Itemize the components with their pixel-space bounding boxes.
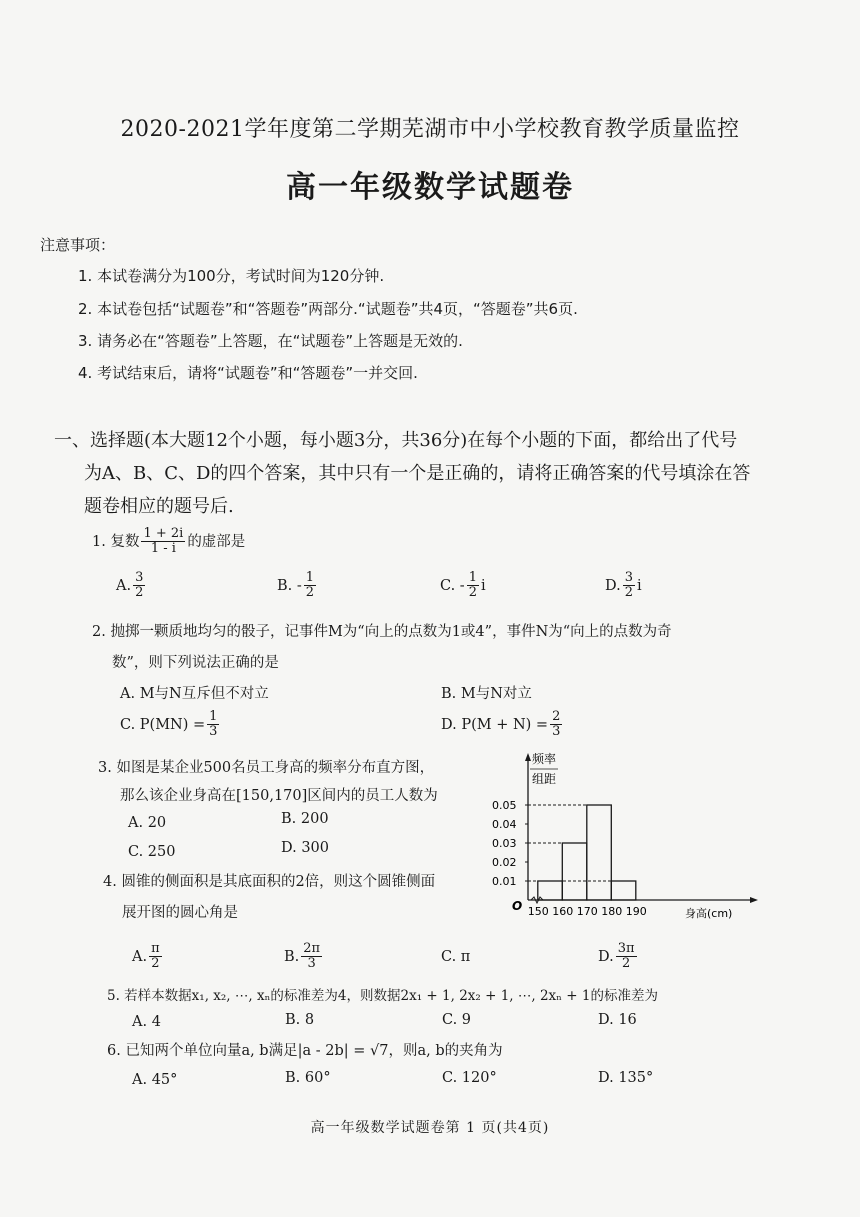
q1-a-den: 2 xyxy=(135,585,144,601)
q2-d-den: 3 xyxy=(552,724,561,740)
q1-c-den: 2 xyxy=(468,585,477,601)
y-tick-label: 0.04 xyxy=(492,818,517,831)
y-tick-label: 0.02 xyxy=(492,856,517,869)
x-tick-label: 160 xyxy=(552,905,574,918)
page-footer: 高一年级数学试题卷第 1 页(共4页) xyxy=(310,1120,550,1136)
q2-line2: 数”，则下列说法正确的是 xyxy=(112,655,279,671)
q2-option-d xyxy=(441,710,564,740)
q2-option-c xyxy=(120,710,221,740)
q2-option-b: B. M与N对立 xyxy=(441,686,532,702)
q1-option-b xyxy=(277,571,318,601)
q6-option-b: B. 60° xyxy=(285,1070,331,1086)
q1-c-suffix: i xyxy=(480,577,486,594)
y-tick-label: 0.03 xyxy=(492,837,517,850)
question-1 xyxy=(92,527,245,557)
notice-item-1: 1. 本试卷满分为100分，考试时间为120分钟. xyxy=(78,267,385,285)
q2-c-den: 3 xyxy=(209,724,218,740)
q1-d-num: 3 xyxy=(624,570,633,585)
origin-label: O xyxy=(512,899,523,913)
q1-b-label: B. - xyxy=(277,577,302,594)
q1-b-den: 2 xyxy=(305,585,315,601)
q4-line2: 展开图的圆心角是 xyxy=(122,905,238,921)
x-tick-label: 180 xyxy=(601,905,623,918)
q3-line1: 3. 如图是某企业500名员工身高的频率分布直方图， xyxy=(98,760,435,776)
q5-option-c: C. 9 xyxy=(442,1012,472,1028)
x-tick-label: 190 xyxy=(625,905,647,918)
histogram-bar xyxy=(538,881,563,900)
q1-frac-num: 1 + 2i xyxy=(143,526,184,541)
q1-d-den: 2 xyxy=(624,585,633,601)
y-axis-label-top: 频率 xyxy=(532,752,557,766)
histogram-bar xyxy=(587,805,612,900)
x-axis-arrow xyxy=(750,897,758,903)
q4-a-num: π xyxy=(151,941,160,956)
y-tick-label: 0.01 xyxy=(492,875,517,888)
notice-item-3: 3. 请务必在“答题卷”上答题，在“试题卷”上答题是无效的. xyxy=(78,332,463,350)
q5-option-d: D. 16 xyxy=(598,1012,637,1028)
q1-a-num: 3 xyxy=(135,570,144,585)
q2-c-num: 1 xyxy=(209,709,218,724)
q6-option-c: C. 120° xyxy=(442,1070,497,1086)
y-axis-arrow xyxy=(525,753,531,761)
q1-frac-den: 1 - i xyxy=(150,541,176,557)
q4-d-label: D. xyxy=(598,948,614,965)
q2-c-label: C. P(MN) = xyxy=(120,716,206,733)
q4-a-den: 2 xyxy=(151,956,160,972)
q1-d-label: D. xyxy=(605,577,621,594)
page-title: 高一年级数学试题卷 xyxy=(286,170,574,205)
q1-c-label: C. - xyxy=(440,577,465,594)
q4-a-label: A. xyxy=(132,948,148,965)
notice-item-2: 2. 本试卷包括“试题卷”和“答题卷”两部分.“试题卷”共4页，“答题卷”共6页. xyxy=(78,300,578,318)
q6-option-a: A. 45° xyxy=(132,1072,178,1088)
q1-option-a xyxy=(116,571,147,601)
q5-option-a: A. 4 xyxy=(132,1014,161,1030)
section1-line2: 为A、B、C、D的四个答案，其中只有一个是正确的，请将正确答案的代号填涂在答 xyxy=(84,463,751,484)
q1-suffix: 的虚部是 xyxy=(187,533,246,550)
histogram-chart xyxy=(480,745,770,930)
q2-line1: 2. 抛掷一颗质地均匀的骰子，记事件M为“向上的点数为1或4”，事件N为“向上的点数为奇 xyxy=(92,624,672,640)
q1-fraction xyxy=(141,527,185,557)
q1-prefix: 1. 复数 xyxy=(92,533,140,550)
y-axis-label-bottom: 组距 xyxy=(532,772,557,786)
q1-option-c xyxy=(440,571,486,601)
q1-b-num: 1 xyxy=(305,570,315,585)
q4-b-label: B. xyxy=(284,948,300,965)
q5-option-b: B. 8 xyxy=(285,1012,315,1028)
x-tick-label: 170 xyxy=(576,905,598,918)
q1-d-suffix: i xyxy=(637,577,642,594)
q4-b-den: 3 xyxy=(307,956,316,972)
q2-d-num: 2 xyxy=(552,709,561,724)
q4-line1: 4. 圆锥的侧面积是其底面积的2倍，则这个圆锥侧面 xyxy=(103,874,436,890)
notice-item-4: 4. 考试结束后，请将“试题卷”和“答题卷”一并交回. xyxy=(78,364,418,382)
q4-option-a xyxy=(132,942,164,972)
q6-line: 6. 已知两个单位向量a, b满足|a - 2b| = √7，则a, b的夹角为 xyxy=(107,1043,503,1059)
section1-line3: 题卷相应的题号后. xyxy=(84,496,234,517)
q1-c-num: 1 xyxy=(468,570,477,585)
q2-d-label: D. P(M + N) = xyxy=(441,716,549,733)
q1-option-d xyxy=(605,571,642,601)
section1-line1: 一、选择题(本大题12个小题，每小题3分，共36分)在每个小题的下面，都给出了代号 xyxy=(54,430,738,451)
q3-line2: 那么该企业身高在[150,170]区间内的员工人数为 xyxy=(120,788,438,804)
q4-option-d xyxy=(598,942,639,972)
q4-d-den: 2 xyxy=(621,956,631,972)
q4-option-b xyxy=(284,942,324,972)
x-axis-label: 身高(cm) xyxy=(685,907,733,920)
q5-line: 5. 若样本数据x₁, x₂, ⋯, xₙ的标准差为4，则数据2x₁ + 1, 2x₂ + 1, ⋯, 2xₙ + 1的标准差为 xyxy=(107,988,658,1004)
q4-d-num: 3π xyxy=(617,941,635,956)
histogram-bar xyxy=(562,843,587,900)
y-tick-label: 0.05 xyxy=(492,799,517,812)
notice-heading: 注意事项： xyxy=(40,236,116,254)
histogram-bar xyxy=(611,881,636,900)
q3-option-c: C. 250 xyxy=(128,844,176,860)
q2-option-a: A. M与N互斥但不对立 xyxy=(120,686,269,702)
q1-a-label: A. xyxy=(116,577,132,594)
q4-b-num: 2π xyxy=(303,941,321,956)
q3-option-a: A. 20 xyxy=(128,815,167,831)
q3-option-b: B. 200 xyxy=(281,811,329,827)
exam-series-title: 2020-2021学年度第二学期芜湖市中小学校教育教学质量监控 xyxy=(120,117,740,142)
q3-option-d: D. 300 xyxy=(281,840,330,856)
x-tick-label: 150 xyxy=(527,905,549,918)
q4-option-c: C. π xyxy=(441,949,471,965)
q6-option-d: D. 135° xyxy=(598,1070,654,1086)
